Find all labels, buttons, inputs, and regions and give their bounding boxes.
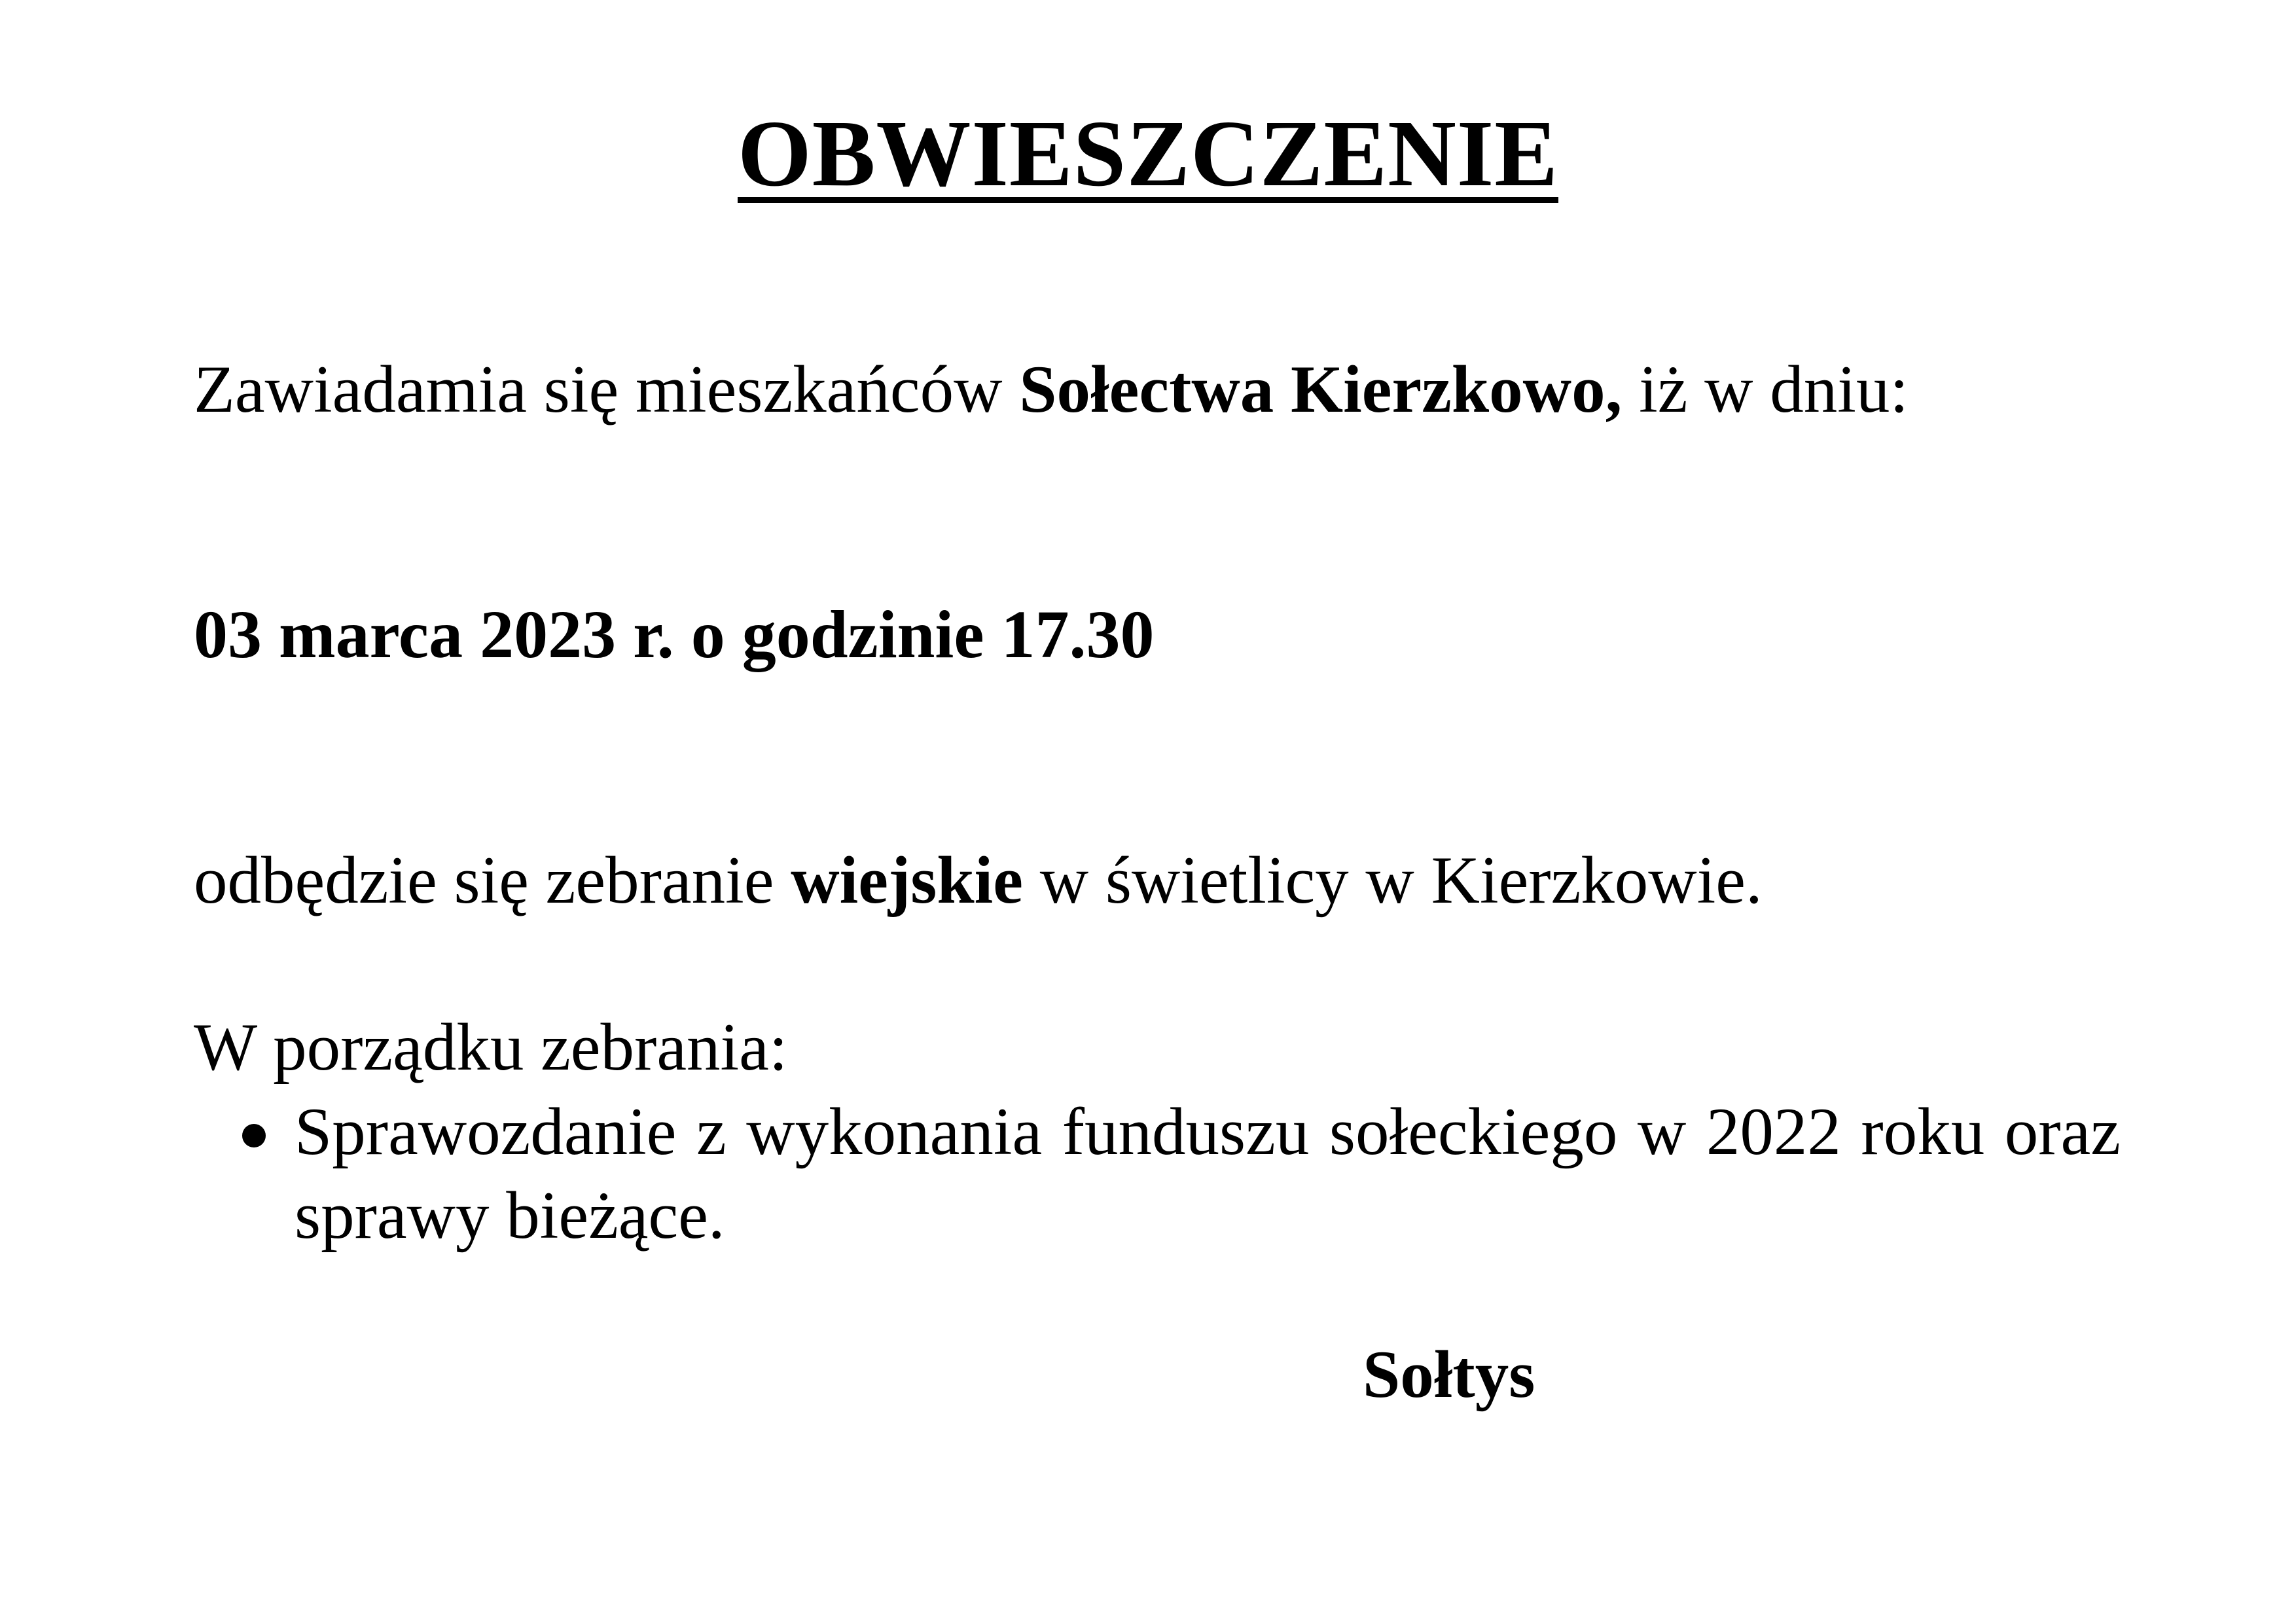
- meeting-type: wiejskie: [791, 843, 1023, 918]
- intro-text-end: iż w dniu:: [1622, 352, 1909, 427]
- venue-text-start: odbędzie się zebranie: [194, 843, 791, 918]
- village-name: Sołectwa Kierzkowo,: [1019, 352, 1623, 427]
- intro-text-start: Zawiadamia się mieszkańców: [194, 352, 1020, 427]
- intro-paragraph: [194, 350, 1909, 429]
- bullet-icon: [242, 1124, 266, 1147]
- agenda-heading: W porządku zebrania:: [194, 1010, 788, 1085]
- signature: Sołtys: [1363, 1337, 1535, 1412]
- meeting-date: 03 marca 2023 r. o godzinie 17.30: [194, 597, 1155, 672]
- venue-text-end: w świetlicy w Kierzkowie.: [1022, 843, 1763, 918]
- venue-paragraph: [194, 841, 1763, 920]
- document-title: [0, 98, 2296, 209]
- agenda-item-text: Sprawozdanie z wykonania funduszu sołeckiego w 2022 roku oraz sprawy bieżące.: [295, 1094, 2121, 1253]
- document-title-text: OBWIESZCZENIE: [738, 101, 1558, 206]
